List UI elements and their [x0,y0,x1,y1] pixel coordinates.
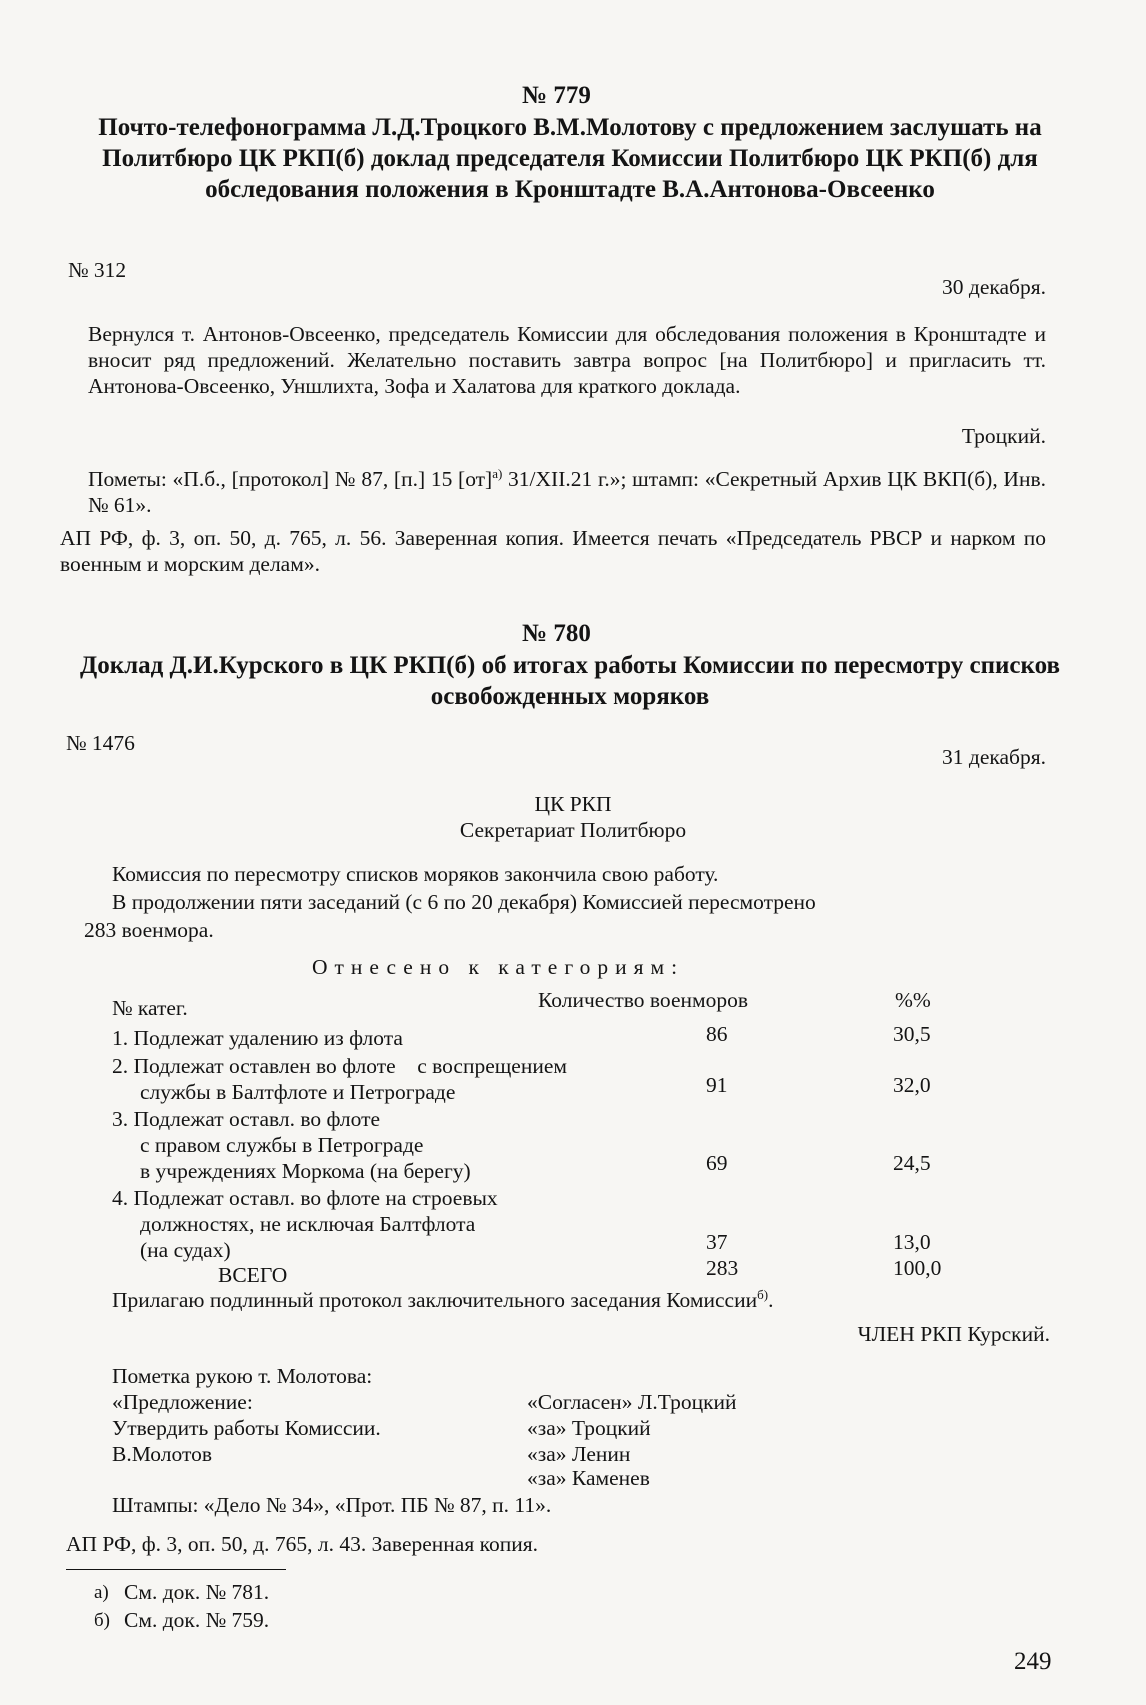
footnote-a-mark: а) [94,1582,109,1603]
table-row-4-qty: 37 [706,1230,728,1254]
doc780-stamps: Штампы: «Дело № 34», «Прот. ПБ № 87, п. 11». [112,1493,552,1517]
vote-lenin: «за» Ленин [527,1442,631,1466]
doc779-date: 30 декабря. [942,275,1046,299]
doc779-notes: Пометы: «П.б., [протокол] № 87, [п.] 15 [от]$^{а)}$ 31/XII.21 г.»; штамп: «Секретный Архив ЦК ВКП(б), Инв. № 61». [88,466,1046,518]
molotov-note-3: Утвердить работы Комиссии. [112,1416,381,1440]
table-total-label: ВСЕГО [218,1263,288,1287]
table-row-2-qty: 91 [706,1073,728,1097]
vote-kamenev: «за» Каменев [527,1466,650,1490]
doc780-addressee-secretariat: Секретариат Политбюро [459,818,687,842]
doc780-date: 31 декабря. [942,745,1046,769]
doc780-line3: 283 военмора. [84,918,214,942]
table-row-4-label-2: должностях, не исключая Балтфлота [140,1212,476,1236]
doc780-line2: В продолжении пяти заседаний (с 6 по 20 декабря) Комиссией пересмотрено [112,890,816,914]
doc780-signature: ЧЛЕН РКП Курский. [857,1322,1050,1346]
footnote-b-mark: б) [94,1610,110,1631]
page-number: 249 [1014,1648,1052,1675]
doc780-attachment: Прилагаю подлинный протокол заключительного заседания Комиссии$^{б)}$. [112,1287,774,1313]
table-row-1-label: 1. Подлежат удалению из флота [112,1026,403,1050]
doc780-line1: Комиссия по пересмотру списков моряков закончила свою работу. [112,862,719,886]
table-total-pct: 100,0 [893,1256,942,1280]
table-total-qty: 283 [706,1256,739,1280]
doc779-signature: Троцкий. [961,424,1046,448]
table-title: Отнесено к категориям: [312,955,685,979]
doc780-archive: АП РФ, ф. 3, оп. 50, д. 765, л. 43. Заверенная копия. [66,1532,538,1556]
molotov-note-2: «Предложение: [112,1390,253,1414]
doc779-body: Вернулся т. Антонов-Овсеенко, председатель Комиссии для обследования положения в Кронштадте и вносит ряд предложений. Желательно поставить завтра вопрос [на Политбюро] и пригласить тт. Антонова-Овсеенко, Уншлихта, Зофа и Халатова для краткого доклада. [88,322,1046,398]
footnote-a: См. док. № 781. [124,1580,270,1604]
table-row-3-label-3: в учреждениях Моркома (на берегу) [140,1159,471,1183]
table-row-1-pct: 30,5 [893,1022,931,1046]
table-row-2-label-1: 2. Подлежат оставлен во флоте с воспрещением [112,1054,567,1078]
table-row-4-pct: 13,0 [893,1230,931,1254]
doc779-number: № 779 [522,82,591,109]
table-row-3-pct: 24,5 [893,1151,931,1175]
vote-trotsky-agree: «Согласен» Л.Троцкий [527,1390,737,1414]
table-row-4-label-3: (на судах) [140,1238,231,1262]
doc779-reg-number: № 312 [68,258,127,282]
doc780-addressee-cc: ЦК РКП [534,792,612,816]
vote-trotsky: «за» Троцкий [527,1416,651,1440]
footnote-divider [66,1569,286,1570]
doc780-title: Доклад Д.И.Курского в ЦК РКП(б) об итогах работы Комиссии по пересмотру списков освобожденных моряков [80,652,1060,710]
doc779-title: Почто-телефонограмма Л.Д.Троцкого В.М.Молотову с предложением заслушать на Политбюро ЦК РКП(б) доклад председателя Комиссии Политбюро ЦК РКП(б) для обследования положения в Кронштадте В.А.Антонова-Овсеенко [98,114,1042,203]
table-row-3-label-2: с правом службы в Петрограде [140,1133,424,1157]
doc780-number: № 780 [522,620,591,647]
molotov-note-4: В.Молотов [112,1442,212,1466]
table-row-3-qty: 69 [706,1151,728,1175]
molotov-note-1: Пометка рукою т. Молотова: [112,1364,373,1388]
doc779-archive: АП РФ, ф. 3, оп. 50, д. 765, л. 56. Заверенная копия. Имеется печать «Председатель РВСР и нарком по военным и морским делам». [60,526,1046,576]
table-row-2-label-2: службы в Балтфлоте и Петрограде [140,1080,456,1104]
table-row-3-label-1: 3. Подлежат оставл. во флоте [112,1107,381,1131]
doc780-reg-number: № 1476 [66,731,135,755]
col-quantity: Количество военморов [538,988,749,1012]
col-percent: %% [895,988,931,1012]
table-row-4-label-1: 4. Подлежат оставл. во флоте на строевых [112,1186,498,1210]
footnote-b: См. док. № 759. [124,1608,270,1632]
table-row-1-qty: 86 [706,1022,728,1046]
col-category: № катег. [112,996,188,1020]
table-row-2-pct: 32,0 [893,1073,931,1097]
